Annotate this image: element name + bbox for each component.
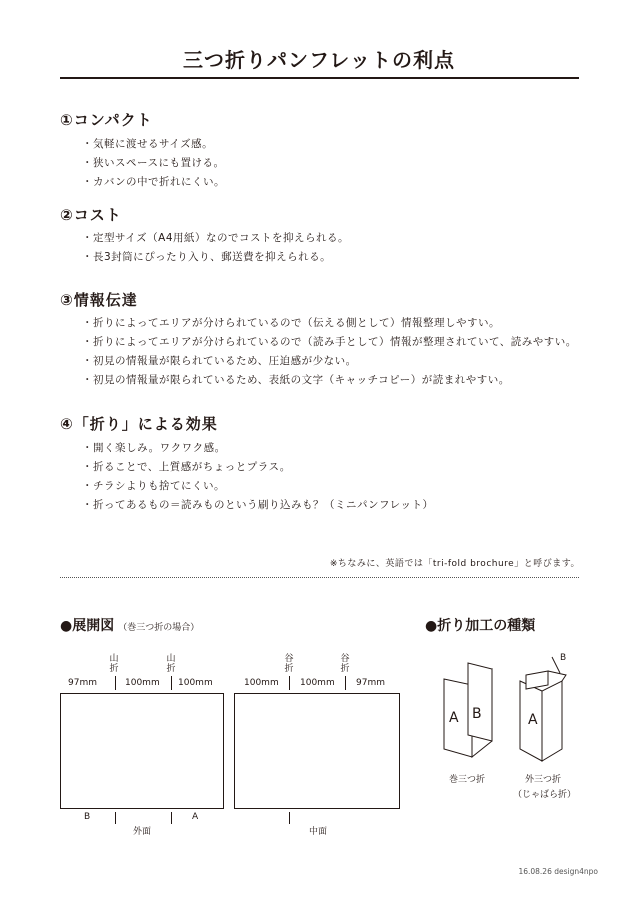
tenkai-heading [60,615,199,635]
fold-types-illustration [430,645,580,765]
width-label: 97mm [356,678,385,688]
accordion-fold-panel [542,681,562,761]
list-item: ・カバンの中で折れにくい。 [82,176,225,188]
credit: 16.08.26 design4npo [518,867,598,876]
roll-fold-label-a: A [449,710,459,726]
dotted-divider [60,577,579,578]
outer-face-sheet [60,693,224,809]
fold-label-valley: 谷折 [340,654,350,674]
list-item: ・折ってあるもの＝読みものという刷り込みも？（ミニパンフレット） [82,499,434,511]
section-heading-cost: ②コスト [60,206,122,224]
roll-fold-caption: 巻三つ折 [449,775,486,785]
accordion-fold-illustration [520,657,566,761]
types-heading: ●折り加工の種類 [425,618,536,634]
inner-face-sheet [234,693,400,809]
fold-label-valley: 谷折 [284,654,294,674]
list-item: ・初見の情報量が限られているため、圧迫感が少ない。 [82,355,357,367]
fold-label-mountain: 山折 [166,654,176,674]
fold-tick [345,676,346,690]
width-label: 100mm [178,678,213,688]
label-leader-line [552,657,560,673]
accordion-fold-label-a: A [528,712,538,728]
fold-tick [171,676,172,690]
list-item: ・定型サイズ（A4用紙）なのでコストを抑えられる。 [82,232,350,244]
width-label: 100mm [300,678,335,688]
section-heading-fold-effect: ④「折り」による効果 [60,415,218,433]
tenkai-subheading: （巻三つ折の場合） [118,623,200,633]
outer-face-caption: 外面 [133,827,152,837]
width-label: 100mm [244,678,279,688]
width-label: 97mm [68,678,97,688]
list-item: ・長3封筒にぴったり入り、郵送費を抑えられる。 [82,251,332,263]
fold-tick [115,812,116,824]
footnote: ※ちなみに、英語では「tri-fold brochure」と呼びます。 [329,559,580,569]
panel-label-a: A [192,812,199,822]
section-heading-info: ③情報伝達 [60,291,138,309]
page-title: 三つ折りパンフレットの利点 [183,48,455,72]
fold-tick [289,676,290,690]
accordion-fold-panel [526,671,548,689]
title-divider [60,77,579,79]
fold-tick [171,812,172,824]
list-item: ・気軽に渡せるサイズ感。 [82,138,214,150]
fold-tick [115,676,116,690]
list-item: ・折りによってエリアが分けられているので（読み手として）情報が整理されていて、読みやすい。 [82,336,577,348]
list-item: ・開く楽しみ。ワクワク感。 [82,442,226,454]
fold-tick [289,812,290,824]
list-item: ・折りによってエリアが分けられているので（伝える側として）情報整理しやすい。 [82,317,500,329]
panel-label-b: B [84,812,91,822]
accordion-fold-caption: 外三つ折 [525,775,562,785]
inner-face-caption: 中面 [309,827,328,837]
roll-fold-label-b: B [472,706,482,722]
list-item: ・初見の情報量が限られているため、表紙の文字（キャッチコピー）が読まれやすい。 [82,374,510,386]
roll-fold-panel [468,663,492,741]
width-label: 100mm [125,678,160,688]
tenkai-heading-label: ●展開図 [60,618,115,634]
section-heading-compact: ①コンパクト [60,111,153,129]
list-item: ・チラシよりも捨てにくい。 [82,480,225,492]
list-item: ・折ることで、上質感がちょっとプラス。 [82,461,291,473]
list-item: ・狭いスペースにも置ける。 [82,157,225,169]
accordion-fold-edge [548,671,566,681]
fold-label-mountain: 山折 [109,654,119,674]
accordion-fold-label-b: B [560,653,567,663]
accordion-fold-subcaption: （じゃばら折） [513,790,577,800]
